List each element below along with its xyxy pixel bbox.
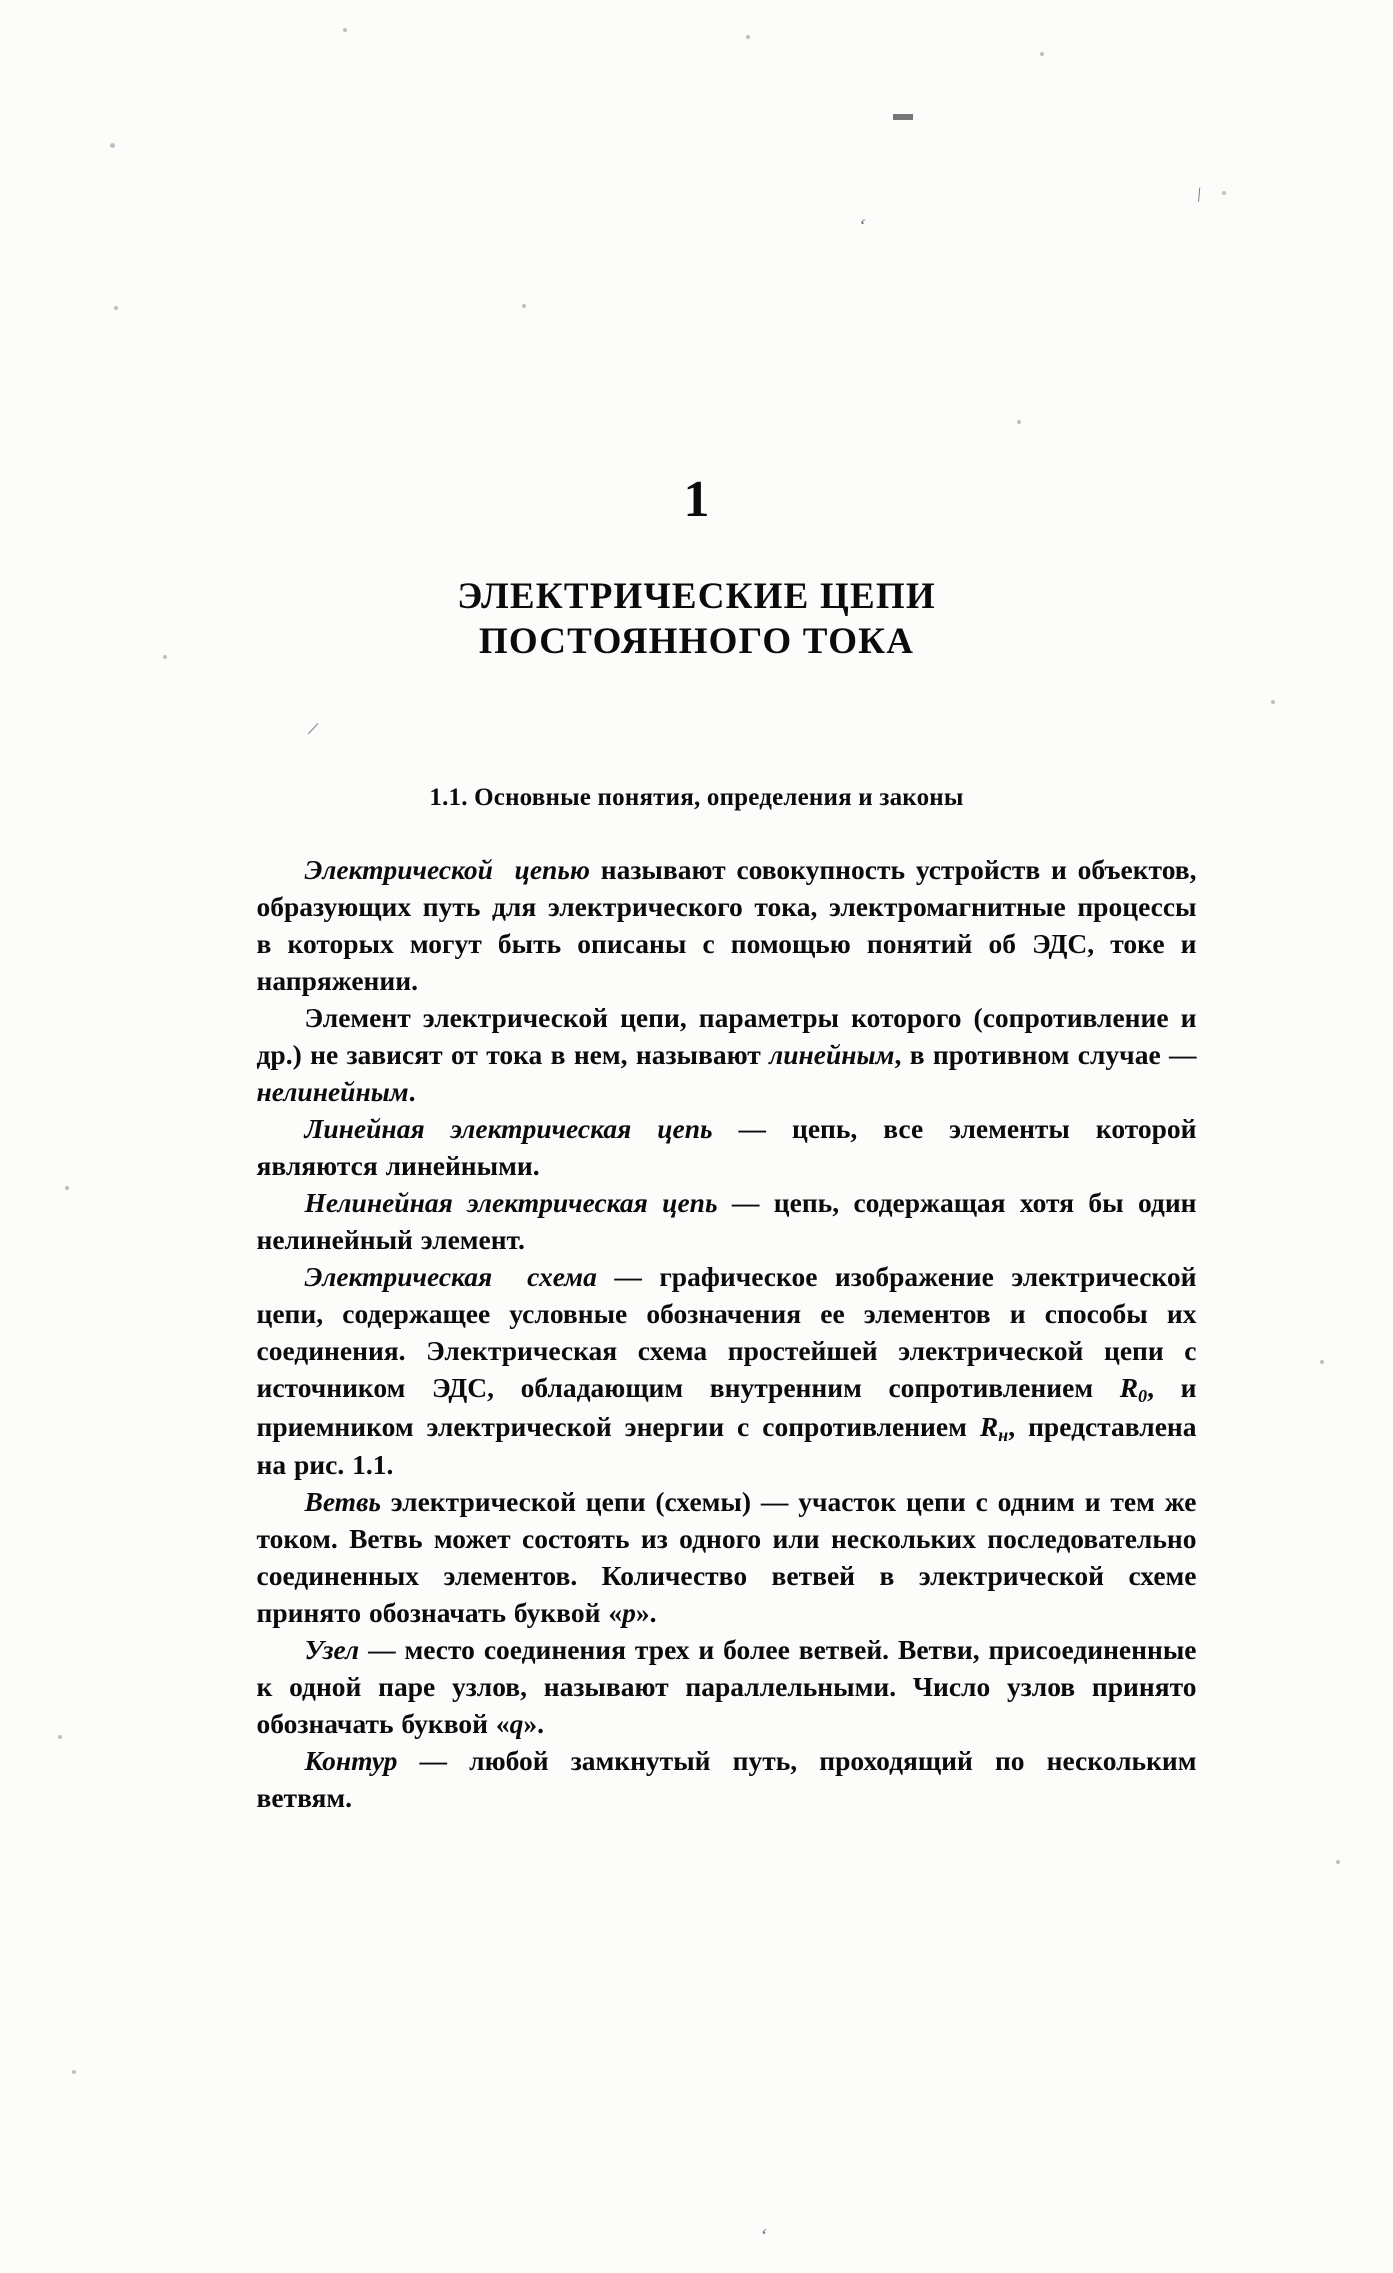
paragraph-branch-definition (257, 1484, 1197, 1632)
paragraph-5-part-2: , и приемником электрической энергии с сопротивлением (256, 1372, 1197, 1442)
paragraph-2-part-2: , в противном случае — (894, 1039, 1197, 1071)
scan-artifact-mark: ʻ (854, 214, 869, 238)
paragraph-loop-definition (257, 1743, 1197, 1817)
chapter-title-line-1: ЭЛЕКТРИЧЕСКИЕ ЦЕПИ (457, 576, 936, 617)
paragraph-electric-circuit-definition (257, 852, 1197, 1000)
symbol-load-resistance: $R_н$ (979, 1410, 1009, 1445)
symbol-internal-resistance: $R_0$ (1119, 1372, 1148, 1407)
paragraph-node-definition (257, 1632, 1197, 1743)
chapter-number: 1 (683, 471, 710, 528)
scan-artifact-mark: \ (1191, 183, 1206, 207)
symbol-nodes-letter: «q» (495, 1707, 538, 1739)
term-linear: линейным (769, 1039, 895, 1071)
symbol-branches-letter: «p» (608, 1596, 650, 1628)
paragraph-7-part-2: . (537, 1707, 544, 1739)
paragraph-electric-diagram-definition (257, 1259, 1197, 1484)
paragraph-5-part-1: — графическое изображение электрической цепи, содержащее условные обозначения ее элементов и способы их соединения. Электрическая схема простейшей электрической цепи с источником ЭДС, обладающим внутренним сопротивлением (256, 1261, 1197, 1404)
paragraph-linear-circuit-definition (257, 1111, 1197, 1185)
scan-artifact-mark: ▬ (893, 103, 913, 125)
term-nonlinear-electric-circuit: Нелинейная электрическая цепь (304, 1187, 718, 1219)
paragraph-2-part-1: Элемент электрической цепи, параметры которого (сопротивление и др.) не зависят от тока в нем, называют (256, 1002, 1197, 1071)
paragraph-linear-element-definition (257, 1000, 1197, 1111)
paragraph-1-rest: называют совокупность устройств и объектов, образующих путь для электрического тока, электромагнитные процессы в которых могут быть описаны с помощью понятий об ЭДС, токе и напряжении. (256, 854, 1197, 997)
paragraph-6-part-2: . (649, 1596, 657, 1628)
term-branch: Ветвь (304, 1485, 381, 1517)
term-node: Узел (304, 1633, 360, 1665)
chapter-title (0, 574, 1393, 664)
scan-artifact-mark: ʻ (757, 2224, 769, 2248)
term-loop: Контур (304, 1744, 398, 1776)
paragraph-2-part-3: . (408, 1076, 416, 1108)
section-heading: 1.1. Основные понятия, определения и законы (429, 784, 964, 812)
paragraph-3-rest: — цепь, все элементы которой являются линейными. (256, 1113, 1197, 1182)
paragraph-6-part-1: электрической цепи (схемы) — участок цепи с одним и тем же током. Ветвь может состоять из одного или нескольких последовательно соединенных элементов. Количество ветвей в электрической схеме принято обозначать буквой (256, 1485, 1197, 1628)
body-text-column (197, 852, 1197, 1817)
term-electric-diagram: Электрическая схема (304, 1261, 597, 1293)
paragraph-8-rest: — любой замкнутый путь, проходящий по нескольким ветвям. (256, 1744, 1197, 1813)
chapter-title-line-2: ПОСТОЯННОГО ТОКА (478, 621, 915, 663)
term-electric-circuit: Электрической цепью (304, 854, 590, 886)
paragraph-7-part-1: — место соединения трех и более ветвей. Ветви, присоединенные к одной паре узлов, называют параллельными. Число узлов принято обозначать буквой (256, 1633, 1197, 1739)
paragraph-4-rest: — цепь, содержащая хотя бы один нелинейный элемент. (256, 1187, 1197, 1256)
term-linear-electric-circuit: Линейная электрическая цепь (304, 1113, 713, 1145)
paragraph-nonlinear-circuit-definition (257, 1185, 1197, 1259)
paragraph-5-part-3: , представлена на рис. 1.1. (256, 1410, 1197, 1480)
term-nonlinear: нелинейным (256, 1076, 409, 1108)
scan-artifact-mark: / (305, 717, 320, 741)
